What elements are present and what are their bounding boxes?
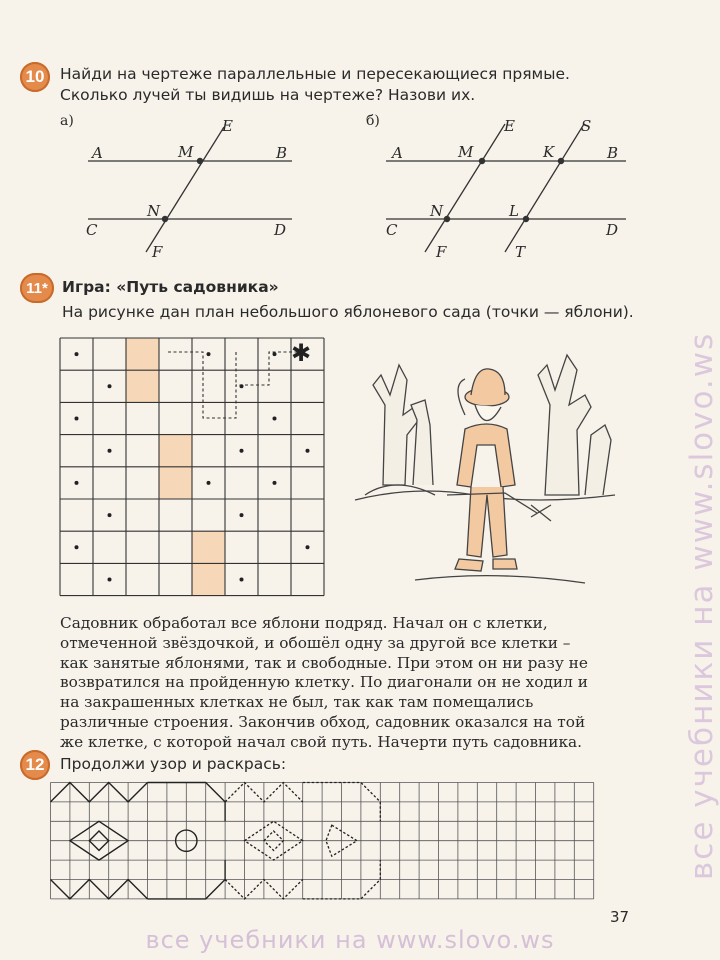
building-cell (192, 531, 225, 563)
paragraph-line: возвратился на пройденную клетку. По диагонали он не ходил и (60, 673, 588, 692)
label-m: M (458, 143, 474, 161)
task-number: 10 (25, 67, 45, 86)
apple-tree-dot (306, 449, 310, 453)
star-icon: ✱ (290, 339, 312, 367)
figure-b-caption: б) (366, 113, 380, 129)
label-d: D (274, 221, 287, 239)
building-cell (159, 467, 192, 499)
label-k: K (543, 143, 555, 161)
apple-tree-dot (75, 417, 79, 421)
label-a: A (392, 144, 403, 162)
label-b: B (607, 144, 619, 162)
paragraph-line: различные строения. Закончив обход, садовник оказался на той (60, 712, 586, 731)
label-t: T (515, 243, 526, 261)
task-11-title: Игра: «Путь садовника» (62, 278, 279, 296)
apple-tree-dot (75, 545, 79, 549)
paragraph-line: Садовник обработал все яблони подряд. Начал он с клетки, (60, 614, 548, 632)
label-c: C (86, 221, 98, 239)
label-e: E (222, 117, 233, 135)
apple-tree-dot (273, 352, 277, 356)
paragraph-line: же клетке, с которой начал свой путь. Начерти путь садовника. (60, 732, 582, 751)
task-10-line-2: Сколько лучей ты видишь на чертеже? Назови их. (60, 86, 476, 104)
apple-tree-dot (207, 352, 211, 356)
label-m: M (178, 143, 194, 161)
apple-tree-dot (75, 352, 79, 356)
apple-tree-dot (207, 481, 211, 485)
apple-tree-dot (108, 578, 112, 582)
label-e: E (504, 117, 515, 135)
paragraph-line: на закрашенных клетках не был, так как там помещались (60, 693, 534, 712)
watermark-bottom: все учебники на www.slovo.ws (145, 926, 555, 954)
garden-plan (58, 336, 330, 594)
sample-path (168, 352, 302, 418)
task-number-badge (20, 273, 54, 303)
label-f: F (152, 243, 163, 261)
apple-tree-dot (108, 449, 112, 453)
apple-tree-dot (240, 384, 244, 388)
label-n: N (430, 202, 444, 220)
task-number-badge (20, 750, 50, 780)
figure-b-lines (0, 0, 700, 300)
zigzag-top (51, 783, 148, 802)
figure-a-caption: а) (60, 113, 74, 129)
watermark-side: все учебники на www.slovo.ws (684, 331, 720, 880)
apple-tree-dot (108, 513, 112, 517)
building-cell (192, 563, 225, 595)
building-cell (126, 370, 159, 402)
label-b: B (276, 144, 288, 162)
apple-tree-dot (240, 513, 244, 517)
gardener-illustration (355, 345, 630, 595)
task-number: 12 (25, 755, 45, 774)
task-11-paragraph (60, 614, 650, 753)
task-number: 11* (26, 279, 48, 297)
zigzag-bottom (51, 880, 148, 899)
label-n: N (147, 202, 161, 220)
apple-tree-dot (240, 449, 244, 453)
label-l: L (509, 202, 519, 220)
paragraph-line: как занятые яблонями, так и свободные. При этом он ни разу не (60, 653, 588, 672)
paragraph-line: отмеченной звёздочкой, и обошёл одну за другой все клетки – (60, 633, 571, 652)
apple-tree-dot (75, 481, 79, 485)
apple-tree-dot (108, 384, 112, 388)
label-f: F (436, 243, 447, 261)
label-c: C (386, 221, 398, 239)
label-d: D (606, 221, 619, 239)
building-cell (159, 435, 192, 467)
task-10-line-1: Найди на чертеже параллельные и пересекающиеся прямые. (60, 65, 570, 83)
label-a: A (92, 144, 103, 162)
apple-tree-dot (273, 481, 277, 485)
apple-tree-dot (306, 545, 310, 549)
pattern-grid (50, 782, 596, 900)
label-s: S (581, 117, 592, 135)
apple-tree-dot (273, 417, 277, 421)
task-11-intro: На рисунке дан план небольшого яблоневого сада (точки — яблони). (62, 303, 634, 321)
building-cell (126, 338, 159, 370)
task-12-text: Продолжи узор и раскрась: (60, 755, 287, 773)
apple-tree-dot (240, 578, 244, 582)
page-number: 37 (610, 908, 630, 926)
